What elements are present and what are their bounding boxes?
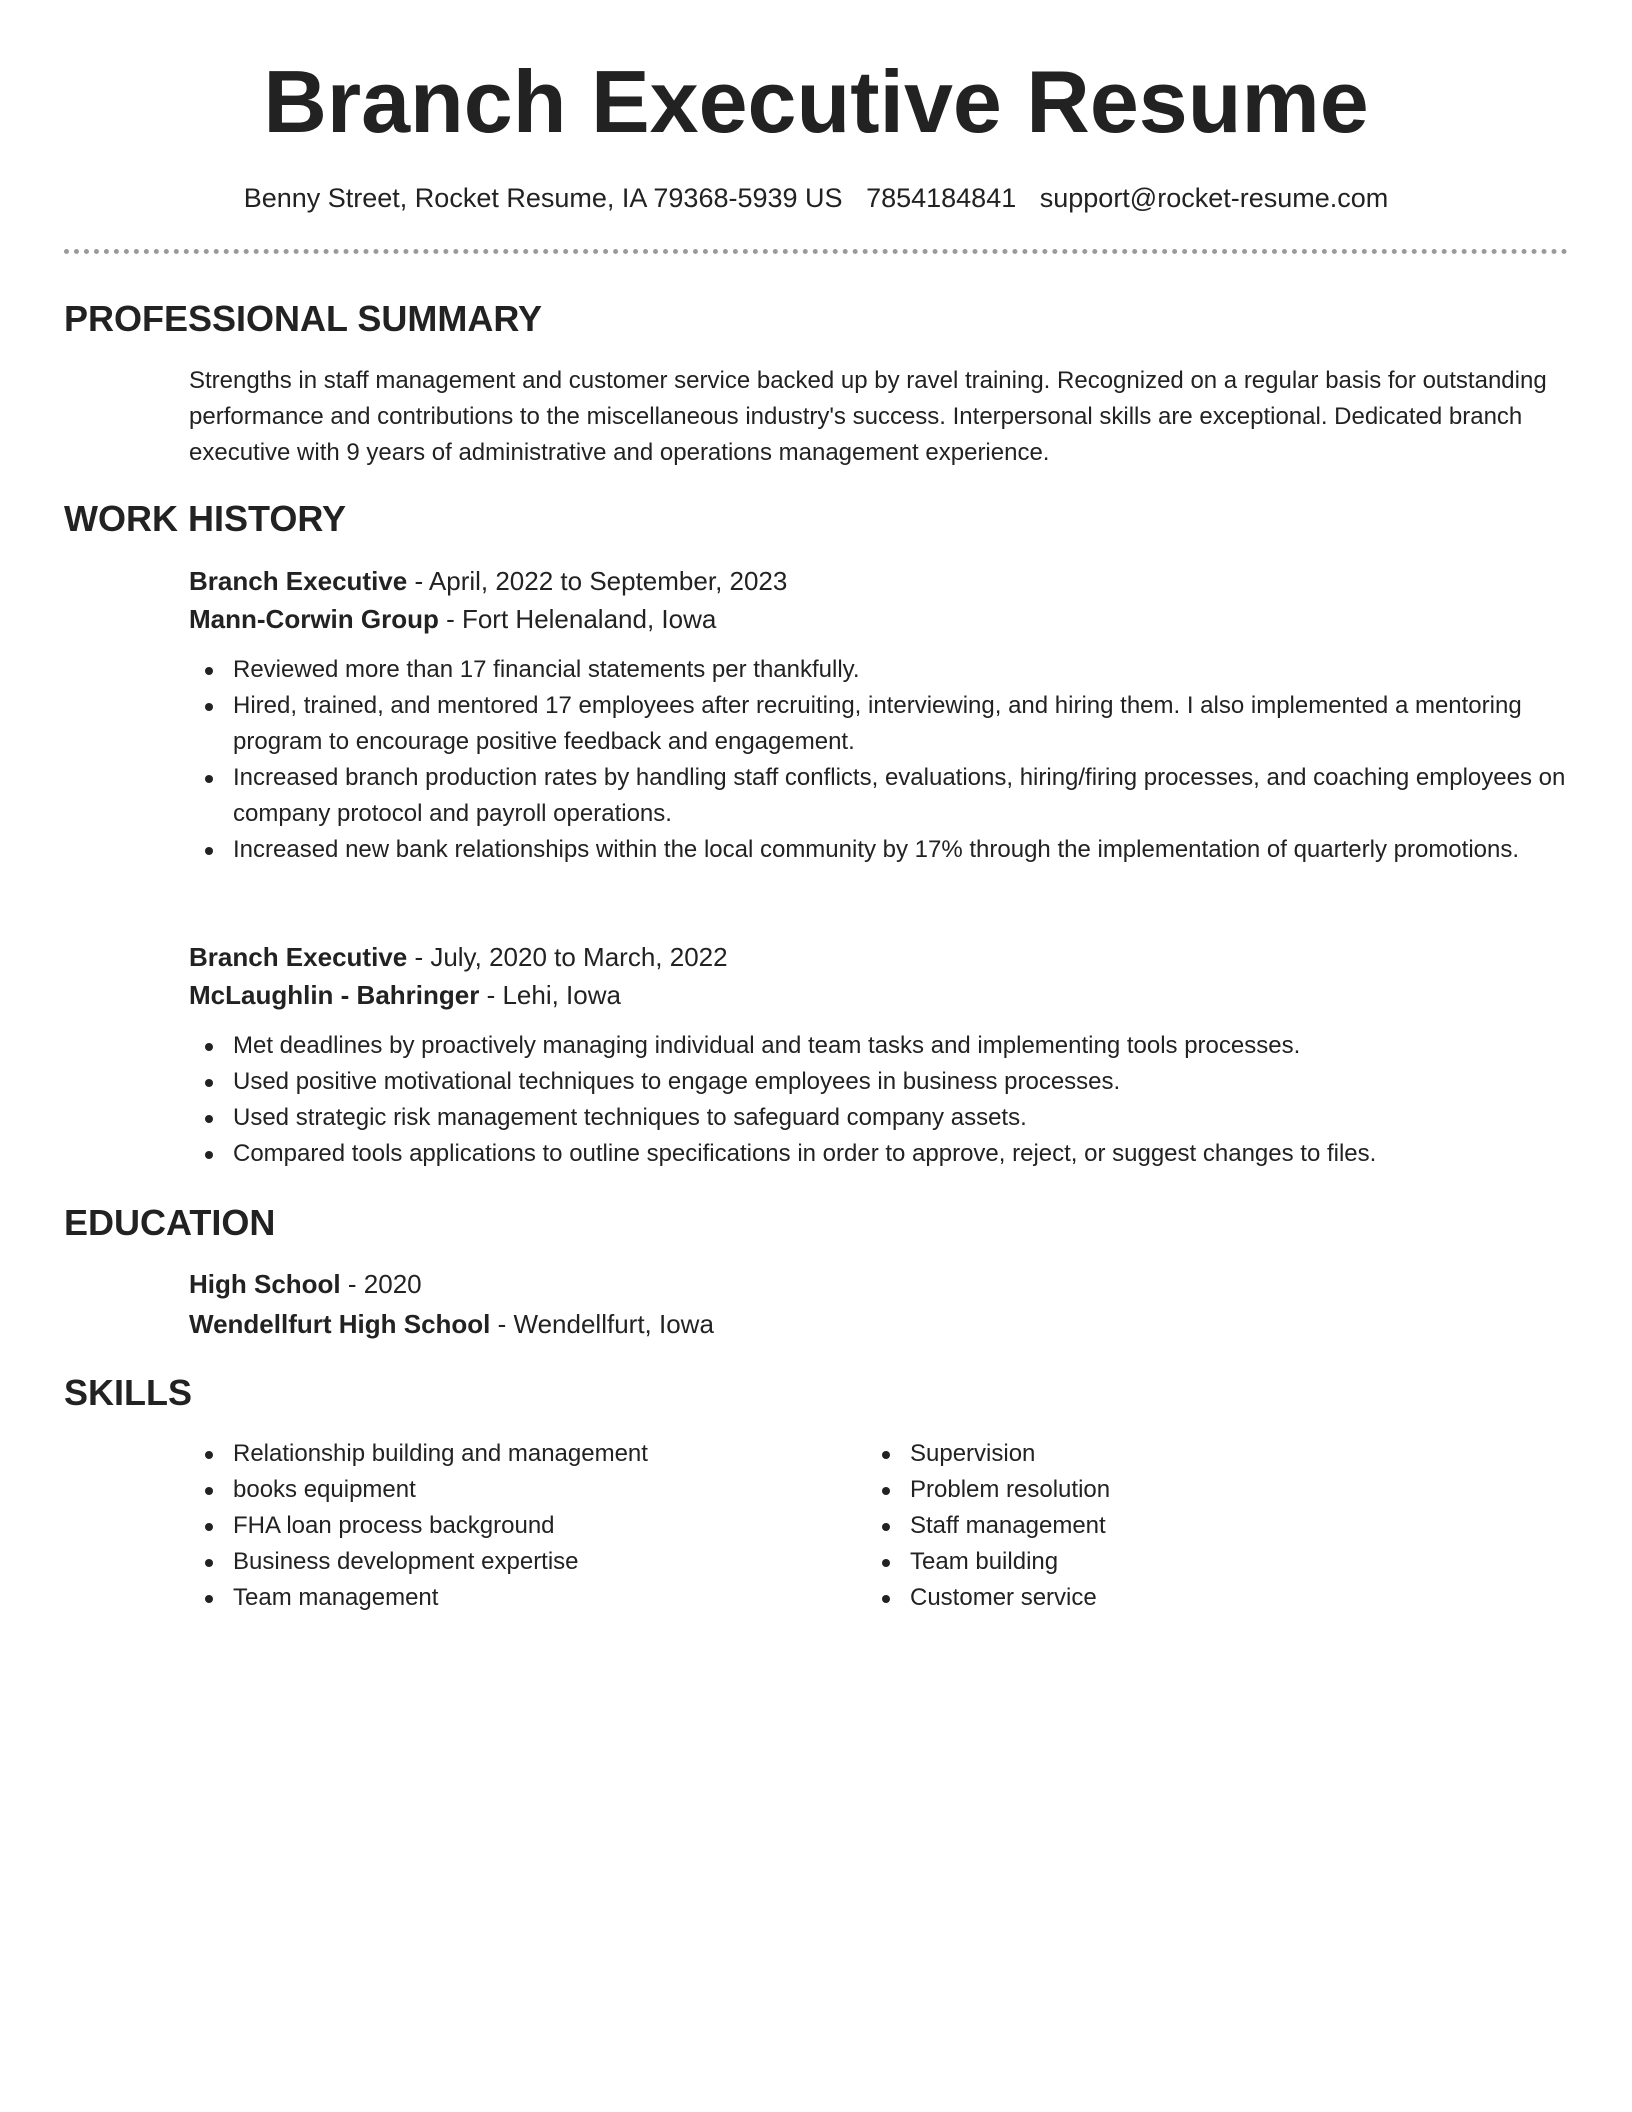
education-degree: High School	[189, 1269, 341, 1299]
list-item: Compared tools applications to outline specifications in order to approve, reject, or suggest changes to files.	[189, 1136, 1569, 1172]
education-entry	[189, 1264, 1569, 1344]
skill-item: Team building	[866, 1544, 1506, 1580]
skills-list	[189, 1436, 829, 1616]
job-title-line	[189, 562, 1569, 600]
job-bullets	[189, 1028, 1569, 1172]
job-title: Branch Executive	[189, 942, 408, 972]
job-location: - Fort Helenaland, Iowa	[438, 604, 717, 634]
skill-item: Customer service	[866, 1580, 1506, 1616]
header-divider	[64, 249, 1568, 254]
list-item: Used positive motivational techniques to engage employees in business processes.	[189, 1064, 1569, 1100]
education-location: - Wendellfurt, Iowa	[490, 1309, 714, 1339]
job-dates: - April, 2022 to September, 2023	[407, 566, 788, 596]
list-item: Increased branch production rates by handling staff conflicts, evaluations, hiring/firing processes, and coaching employees on company protocol and payroll operations.	[189, 760, 1569, 832]
contact-email: support@rocket-resume.com	[1039, 183, 1389, 213]
job-company-line	[189, 600, 1569, 638]
job-dates: - July, 2020 to March, 2022	[407, 942, 728, 972]
summary-heading: PROFESSIONAL SUMMARY	[64, 298, 543, 339]
resume-title: Branch Executive Resume	[263, 52, 1369, 151]
summary-text: Strengths in staff management and customer service backed up by ravel training. Recognized on a regular basis for outstanding performance and contributions to the miscellaneous industry's success. Interpersonal skills are exceptional. Dedicated branch executive with 9 years of administrative and operations management experience.	[189, 367, 1547, 466]
job-bullets	[189, 652, 1569, 868]
skills-list	[866, 1436, 1506, 1616]
skill-item: Relationship building and management	[189, 1436, 829, 1472]
skill-item: Supervision	[866, 1436, 1506, 1472]
skills-right-column	[866, 1436, 1506, 1616]
list-item: Met deadlines by proactively managing individual and team tasks and implementing tools processes.	[189, 1028, 1569, 1064]
list-item: Increased new bank relationships within the local community by 17% through the implementation of quarterly promotions.	[189, 832, 1569, 868]
list-item: Reviewed more than 17 financial statements per thankfully.	[189, 652, 1569, 688]
contact-line	[0, 180, 1632, 216]
skill-item: Team management	[189, 1580, 829, 1616]
contact-phone: 7854184841	[866, 183, 1017, 213]
skill-item: Business development expertise	[189, 1544, 829, 1580]
skill-item: Staff management	[866, 1508, 1506, 1544]
list-item: Used strategic risk management techniques to safeguard company assets.	[189, 1100, 1569, 1136]
job-title: Branch Executive	[189, 566, 408, 596]
job-title-line	[189, 938, 1569, 976]
job-entry	[189, 562, 1569, 868]
job-company: McLaughlin - Bahringer	[189, 980, 480, 1010]
job-company-line	[189, 976, 1569, 1014]
education-year: - 2020	[340, 1269, 422, 1299]
job-location: - Lehi, Iowa	[479, 980, 621, 1010]
education-school: Wendellfurt High School	[189, 1309, 491, 1339]
skill-item: books equipment	[189, 1472, 829, 1508]
education-degree-line	[189, 1264, 1569, 1304]
list-item: Hired, trained, and mentored 17 employees after recruiting, interviewing, and hiring them. I also implemented a mentoring program to encourage positive feedback and engagement.	[189, 688, 1569, 760]
skills-heading: SKILLS	[64, 1372, 193, 1413]
job-company: Mann-Corwin Group	[189, 604, 439, 634]
skill-item: FHA loan process background	[189, 1508, 829, 1544]
education-heading: EDUCATION	[64, 1202, 276, 1243]
skills-left-column	[189, 1436, 829, 1616]
work-history-heading: WORK HISTORY	[64, 498, 347, 539]
summary-section	[189, 363, 1569, 471]
education-school-line	[189, 1304, 1569, 1344]
contact-address: Benny Street, Rocket Resume, IA 79368-5939 US	[243, 183, 843, 213]
skill-item: Problem resolution	[866, 1472, 1506, 1508]
job-entry	[189, 938, 1569, 1172]
